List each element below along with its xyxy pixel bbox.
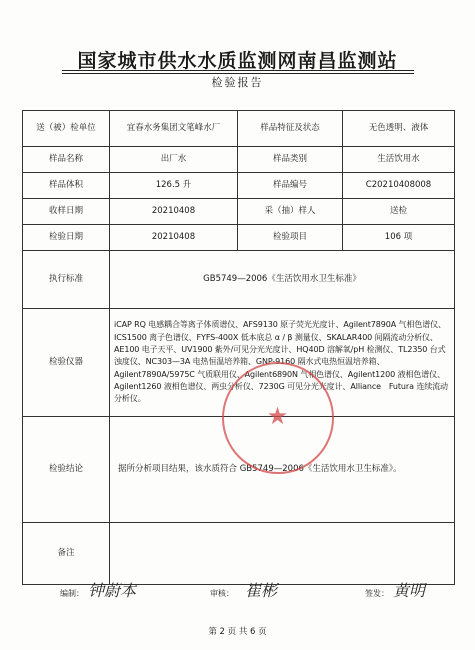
sample-number-value: C20210408008 (343, 173, 455, 199)
compiled-label: 编制： (60, 589, 84, 598)
sample-number-label: 样品编号 (238, 173, 343, 199)
test-items-label: 检验项目 (238, 225, 343, 251)
table-row (23, 173, 455, 199)
document-title: 检验报告 (211, 76, 264, 89)
sample-volume-value: 126.5 升 (110, 173, 238, 199)
sample-name-label: 样品名称 (23, 147, 110, 173)
sample-feature-label: 样品特征及状态 (238, 111, 343, 147)
table-row (23, 199, 455, 225)
sample-volume-label: 样品体积 (23, 173, 110, 199)
table-row (23, 111, 455, 147)
table-row (23, 225, 455, 251)
sampler-label: 采（抽）样人 (238, 199, 343, 225)
sample-category-value: 生活饮用水 (343, 147, 455, 173)
standard-value: GB5749—2006《生活饮用水卫生标准》 (110, 251, 455, 309)
instruments-label: 检验仪器 (23, 309, 110, 417)
test-date-value: 20210408 (110, 225, 238, 251)
test-date-label: 检验日期 (23, 225, 110, 251)
title-rule (62, 70, 414, 71)
reviewed-signature: 崔彬 (245, 581, 278, 600)
conclusion-label: 检验结论 (23, 417, 110, 523)
reviewed-label: 审核： (210, 589, 234, 598)
standard-label: 执行标准 (23, 251, 110, 309)
approved-label: 签发： (365, 589, 389, 598)
sender-value: 宜春水务集团文笔峰水厂 (110, 111, 238, 147)
instruments-value: iCAP RQ 电感耦合等离子体质谱仪、AFS9130 原子荧光光度计、Agilent7890A 气相色谱仪、ICS1500 离子色谱仪、FYFS-400X 低本底总 α / β 测量仪、SKALAR400 间隔流动分析仪、AE100 电子天平、UV1900 紫外/可见分光光度计、HQ40D 溶解氧/pH 检测仪、TL2350 台式浊度仪、NC303—3A 电热恒温培养箱、GNP-9160 隔水式电热恒温培养箱、Agilent7890A/5975C 气质联用仪、Agilent6890N 气相色谱仪、Agilent1200 液相色谱仪、Agilent1260 液相色谱仪、两虫分析仪、7230G 可见分光光度计、Alliance Futura 连续流动分析仪。 (110, 309, 455, 417)
receive-date-value: 20210408 (110, 199, 238, 225)
receive-date-label: 收样日期 (23, 199, 110, 225)
table-row (23, 251, 455, 309)
remarks-label: 备注 (23, 523, 110, 585)
sampler-value: 送检 (343, 199, 455, 225)
table-row (23, 523, 455, 585)
compiled-signature: 钟蔚本 (88, 581, 137, 600)
report-table (22, 110, 455, 585)
approved-signature: 黄明 (393, 581, 426, 600)
table-row (23, 147, 455, 173)
page-number: 第 2 页 共 6 页 (208, 627, 267, 637)
official-seal (222, 362, 334, 474)
sample-category-label: 样品类别 (238, 147, 343, 173)
remarks-value (110, 523, 455, 585)
conclusion-value: 据所分析项目结果，该水质符合 GB5749—2006《生活饮用水卫生标准》。 (110, 417, 455, 523)
sender-label: 送（被）检单位 (23, 111, 110, 147)
seal-star-icon: ★ (266, 402, 289, 430)
sample-feature-value: 无色透明、液体 (343, 111, 455, 147)
sample-name-value: 出厂水 (110, 147, 238, 173)
organization-title: 国家城市供水水质监测网南昌监测站 (77, 50, 398, 72)
test-items-value: 106 项 (343, 225, 455, 251)
